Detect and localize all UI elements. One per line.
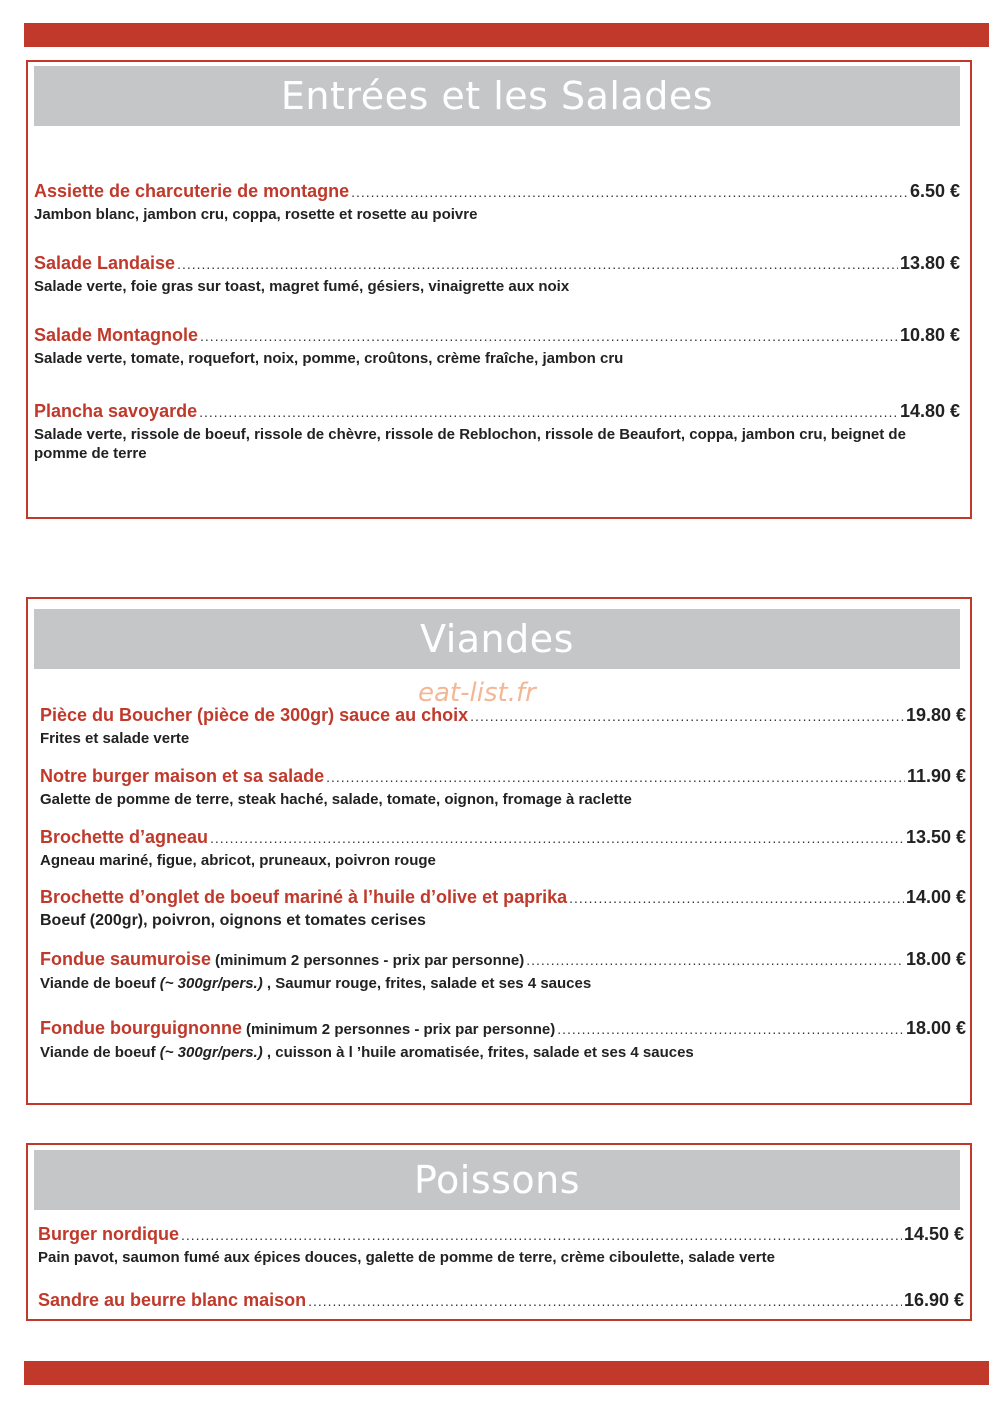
item-desc: Salade verte, rissole de boeuf, rissole de chèvre, rissole de Reblochon, rissole de Beaufort, coppa, jambon cru, beignet de pomme de terre [34, 426, 906, 462]
item-name: Plancha savoyarde [34, 401, 198, 421]
item-desc: Viande de boeuf (~ 300gr/pers.) , Saumur rouge, frites, salade et ses 4 sauces [40, 975, 592, 992]
item-desc: Boeuf (200gr), poivron, oignons et tomates cerises [40, 912, 426, 929]
item-name: Salade Landaise [34, 253, 176, 273]
item-desc: Frites et salade verte [40, 730, 190, 747]
section-poissons [26, 1143, 972, 1321]
section-viandes [26, 597, 972, 1105]
item-desc: Pain pavot, saumon fumé aux épices douces, galette de pomme de terre, crème ciboulette, salade verte [38, 1249, 775, 1266]
item-note: (minimum 2 personnes - prix par personne) [215, 952, 525, 969]
item-price: 11.90 € [906, 766, 966, 786]
item-price: 14.80 € [899, 401, 960, 421]
item-name: Notre burger maison et sa salade [40, 766, 325, 786]
menu-item [34, 324, 960, 368]
item-name: Brochette d’onglet de boeuf mariné à l’huile d’olive et paprika [40, 887, 568, 907]
item-price: 19.80 € [905, 705, 966, 725]
item-name: Fondue saumuroise [40, 949, 212, 969]
watermark-text: eat-list.fr [418, 678, 536, 708]
item-price: 14.00 € [905, 887, 966, 907]
item-desc: Agneau mariné, figue, abricot, pruneaux, poivron rouge [40, 852, 436, 869]
section-entrees [26, 60, 972, 519]
menu-item [34, 252, 960, 296]
top-red-bar [24, 23, 989, 47]
menu-item [34, 180, 960, 224]
section-title: Entrées et les Salades [34, 66, 960, 126]
menu-item [40, 826, 966, 870]
item-name: Burger nordique [38, 1224, 180, 1244]
item-desc: Salade verte, tomate, roquefort, noix, pomme, croûtons, crème fraîche, jambon cru [34, 350, 624, 367]
menu-item [40, 886, 966, 930]
item-desc: Galette de pomme de terre, steak haché, salade, tomate, oignon, fromage à raclette [40, 791, 632, 808]
item-name: Sandre au beurre blanc maison [38, 1290, 307, 1310]
item-note: (minimum 2 personnes - prix par personne) [245, 1021, 556, 1038]
section-title: Viandes [34, 609, 960, 669]
item-desc: Salade verte, foie gras sur toast, magret fumé, gésiers, vinaigrette aux noix [34, 278, 570, 295]
item-name: Brochette d’agneau [40, 827, 209, 847]
item-price: 13.50 € [905, 827, 966, 847]
section-title: Poissons [34, 1150, 960, 1210]
menu-item [40, 948, 966, 993]
menu-item [40, 1017, 966, 1062]
item-price: 6.50 € [909, 181, 960, 201]
item-price: 16.90 € [903, 1290, 964, 1310]
menu-item [40, 765, 966, 809]
item-price: 14.50 € [903, 1224, 964, 1244]
menu-item [38, 1223, 964, 1267]
bottom-red-bar [24, 1361, 989, 1385]
menu-item [34, 400, 960, 463]
item-name: Assiette de charcuterie de montagne [34, 181, 350, 201]
item-price: 18.00 € [905, 1018, 966, 1038]
item-desc: Jambon blanc, jambon cru, coppa, rosette et rosette au poivre [34, 206, 478, 223]
menu-item [38, 1289, 964, 1312]
item-name: Pièce du Boucher (pièce de 300gr) sauce au choix [40, 705, 469, 725]
item-name: Salade Montagnole [34, 325, 199, 345]
item-name: Fondue bourguignonne [40, 1018, 242, 1038]
item-price: 13.80 € [899, 253, 960, 273]
item-price: 10.80 € [899, 325, 960, 345]
item-desc: Viande de boeuf (~ 300gr/pers.) , cuisson à l ’huile aromatisée, frites, salade et ses 4 sauces [40, 1044, 694, 1061]
menu-item [40, 704, 966, 748]
item-price: 18.00 € [905, 949, 966, 969]
